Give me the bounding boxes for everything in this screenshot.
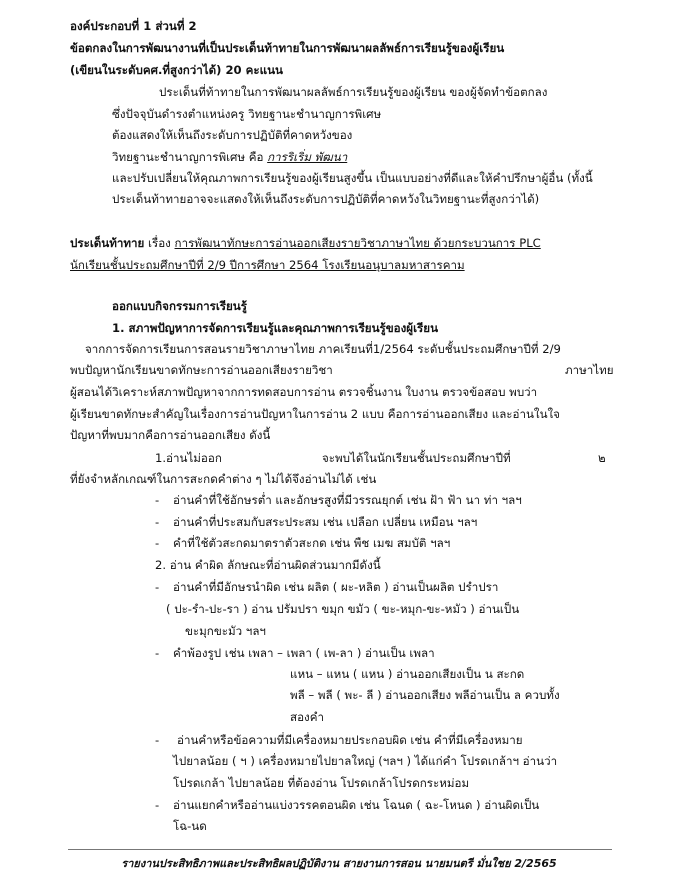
header-line-2: ข้อตกลงในการพัฒนางานที่เป็นประเด็นท้าทายในการพัฒนาผลลัพธ์การเรียนรู้ของผู้เรียน	[70, 41, 505, 55]
page-footer: รายงานประสิทธิภาพและประสิทธิผลปฏิบัติงาน สายงานการสอน นายมนตรี มั่นใชย 2/2565	[121, 857, 557, 870]
bullet-2-4: อ่านแยกคำหรืออ่านแบ่งวรรคตอนผิด เช่น โฉนด ( ฉะ-โหนด ) อ่านผิดเป็น	[173, 798, 540, 812]
item1-middle: จะพบได้ในนักเรียนชั้นประถมศึกษาปีที่	[322, 451, 511, 465]
intro-line-4-label: วิทยฐานะชำนาญการพิเศษ คือ	[112, 150, 264, 164]
bullet-dash: -	[155, 646, 160, 660]
bullet-1-3: คำที่ใช้ตัวสะกดมาตราตัวสะกด เช่น พืช เมฆ สมบัติ ฯลฯ	[173, 536, 451, 550]
intro-line-5: และปรับเปลี่ยนให้คุณภาพการเรียนรู้ของผู้เรียนสูงขึ้น เป็นแบบอย่างที่ดีและให้คำปรึกษาผู้อื่น (ทั้งนี้	[112, 171, 593, 185]
item1-label: 1.อ่านไม่ออก	[155, 451, 222, 465]
intro-line-2: ซึ่งปัจจุบันดำรงตำแหน่งครู วิทยฐานะชำนาญการพิเศษ	[112, 107, 382, 121]
bullet-2-2-cont: แหน – แหน ( แหน ) อ่านออกเสียงเป็น น สะกด	[290, 667, 525, 681]
section-subheading: 1. สภาพปัญหาการจัดการเรียนรู้และคุณภาพการเรียนรู้ของผู้เรียน	[112, 321, 438, 335]
expected-level-value: การริเริ่ม พัฒนา	[267, 150, 348, 164]
intro-line-3: ต้องแสดงให้เห็นถึงระดับการปฏิบัติที่คาดหวังของ	[112, 128, 353, 142]
topic-line-1	[70, 235, 541, 251]
bullet-dash: -	[155, 580, 160, 594]
topic-line-2: นักเรียนชั้นประถมศึกษาปีที่ 2/9 ปีการศึกษา 2564 โรงเรียนอนุบาลมหาสารคาม	[70, 258, 465, 272]
para-line-4: ผู้เรียนขาดทักษะสำคัญในเรื่องการอ่านปัญหาในการอ่าน 2 แบบ คือการอ่านออกเสียง และอ่านในใจ	[70, 407, 560, 421]
bullet-2-2: คำพ้องรูป เช่น เพลา – เพลา ( เพ-ลา ) อ่านเป็น เพลา	[173, 646, 435, 660]
bullet-dash: -	[155, 733, 160, 747]
bullet-dash: -	[155, 536, 160, 550]
header-line-1: องค์ประกอบที่ 1 ส่วนที่ 2	[70, 19, 197, 33]
footer-divider	[68, 849, 612, 850]
para-line-2-right: ภาษาไทย	[565, 363, 614, 377]
intro-line-1: ประเด็นที่ท้าทายในการพัฒนาผลลัพธ์การเรียนรู้ของผู้เรียน ของผู้จัดทำข้อตกลง	[159, 85, 548, 99]
item2-label: 2. อ่าน คำผิด ลักษณะที่อ่านผิดส่วนมากมีดังนี้	[155, 558, 381, 572]
bullet-2-3-cont: ไปยาลน้อย ( ฯ ) เครื่องหมายไปยาลใหญ่ (ฯลฯ ) ได้แก่คำ โปรดเกล้าฯ อ่านว่า	[173, 754, 558, 768]
para-line-1: จากการจัดการเรียนการสอนรายวิชาภาษาไทย ภาคเรียนที่1/2564 ระดับชั้นประถมศึกษาปีที่ 2/9	[85, 342, 561, 356]
item1-continued: ที่ยังจำหลักเกณฑ์ในการสะกดคำต่าง ๆ ไม่ได้จึงอ่านไม่ได้ เช่น	[70, 472, 377, 486]
bullet-2-3-cont2: โปรดเกล้า ไปยาลน้อย ที่ต้องอ่าน โปรดเกล้าโปรดกระหม่อม	[173, 776, 470, 790]
para-line-2-left: พบปัญหานักเรียนขาดทักษะการอ่านออกเสียงรายวิชา	[70, 363, 333, 377]
section-heading: ออกแบบกิจกรรมการเรียนรู้	[112, 299, 247, 313]
bullet-dash: -	[155, 798, 160, 812]
bullet-1-2: อ่านคำที่ประสมกับสระประสม เช่น เปลือก เปลี่ยน เหมือน ฯลฯ	[173, 515, 478, 529]
bullet-2-2-cont2: พลี – พลี ( พะ- ลี ) อ่านออกเสียง พลีอ่านเป็น ล ควบทั้ง	[290, 688, 560, 702]
topic-prefix: เรื่อง	[148, 236, 171, 250]
bullet-2-1-cont: ( ปะ-รำ-ปะ-รา ) อ่าน ปรัมปรา ขมุก ขมัว ( ขะ-หมุก-ขะ-หมัว ) อ่านเป็น	[166, 602, 520, 616]
topic-label: ประเด็นท้าทาย	[70, 236, 145, 250]
bullet-2-2-cont3: สองคำ	[290, 710, 324, 724]
topic-title: การพัฒนาทักษะการอ่านออกเสียงรายวิชาภาษาไทย ด้วยกระบวนการ PLC	[174, 236, 541, 250]
item1-grade: ๒	[598, 451, 606, 465]
intro-line-4	[112, 149, 347, 165]
bullet-2-3: อ่านคำหรือข้อความที่มีเครื่องหมายประกอบผิด เช่น คำที่มีเครื่องหมาย	[177, 733, 523, 747]
para-line-5: ปัญหาที่พบมากคือการอ่านออกเสียง ดังนี้	[70, 428, 271, 442]
bullet-2-1: อ่านคำที่มีอักษรนำผิด เช่น ผลิต ( ผะ-หลิต ) อ่านเป็นผลิต ปรำปรา	[173, 580, 499, 594]
header-line-3: (เขียนในระดับคศ.ที่สูงกว่าได้) 20 คะแนน	[70, 63, 283, 77]
bullet-2-4-cont: โฉ-นด	[173, 819, 207, 833]
bullet-dash: -	[155, 493, 160, 507]
intro-line-6: ประเด็นท้าทายอาจจะแสดงให้เห็นถึงระดับการปฏิบัติที่คาดหวังในวิทยฐานะที่สูงกว่าได้)	[112, 192, 540, 206]
bullet-2-1-cont2: ขะมุกขะมัว ฯลฯ	[185, 624, 266, 638]
bullet-1-1: อ่านคำที่ใช้อักษรต่ำ และอักษรสูงที่มีวรรณยุกต์ เช่น ฝ้า ฟ้า นา ท่า ฯลฯ	[173, 493, 522, 507]
para-line-3: ผู้สอนได้วิเคราะห์สภาพปัญหาจากการทดสอบการอ่าน ตรวจชิ้นงาน ใบงาน ตรวจข้อสอบ พบว่า	[70, 385, 538, 399]
bullet-dash: -	[155, 515, 160, 529]
